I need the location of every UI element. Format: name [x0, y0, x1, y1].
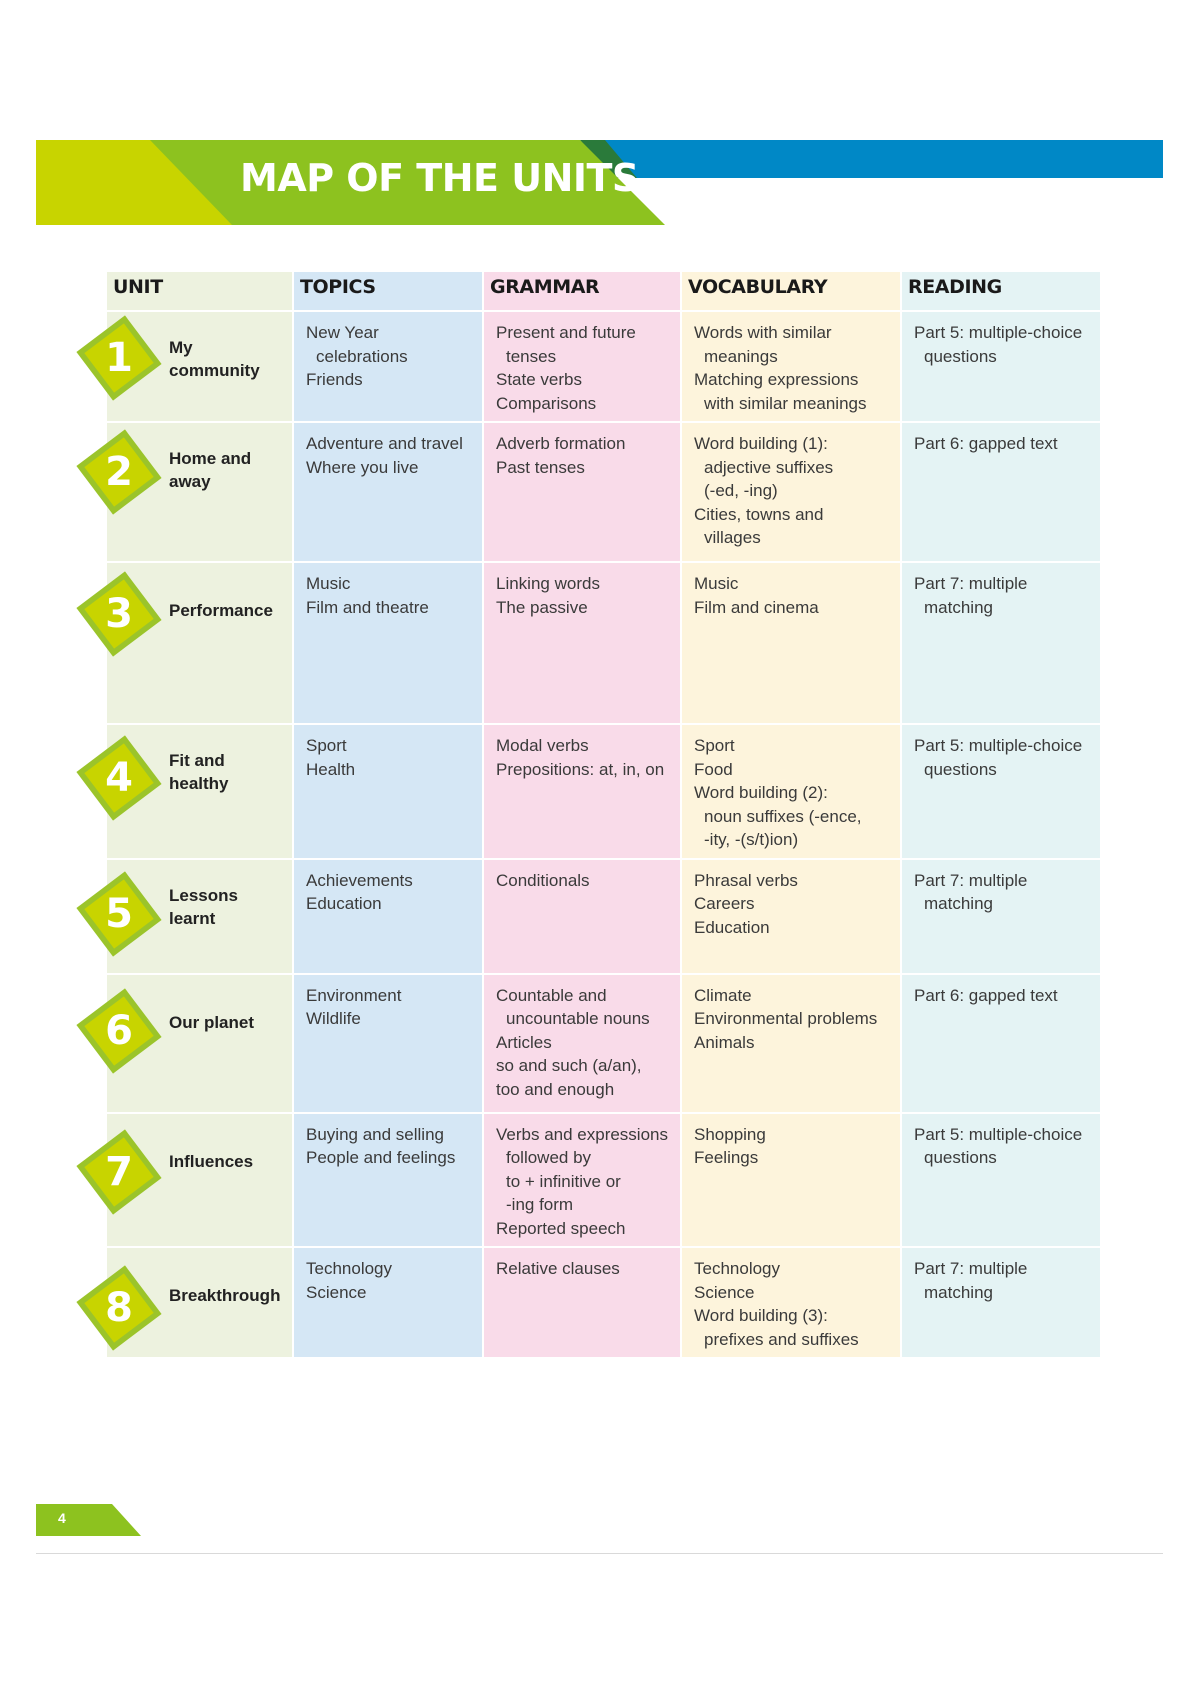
cell-line: matching — [924, 1282, 993, 1302]
banner-graphic — [0, 0, 1190, 240]
unit-name — [169, 884, 238, 930]
cell-line: matching — [924, 894, 993, 913]
unit-number: 8 — [105, 1285, 133, 1331]
grammar-cell — [483, 1113, 681, 1248]
unit-name-line: Performance — [169, 601, 273, 620]
topics-cell — [293, 974, 483, 1113]
cell-line: Adventure and travel — [306, 434, 463, 453]
cell-line: Achievements — [306, 870, 413, 890]
unit-row — [106, 859, 1101, 974]
unit-name — [169, 749, 229, 795]
header-banner — [0, 0, 1190, 240]
cell-line: adjective suffixes — [704, 457, 834, 477]
unit-name-line: learnt — [169, 908, 216, 928]
cell-line: People and feelings — [306, 1148, 456, 1167]
page-number: 4 — [58, 1510, 66, 1526]
cell-line: Prepositions: at, in, on — [496, 759, 665, 779]
cell-line: Film and theatre — [306, 597, 429, 617]
grammar-cell — [483, 859, 681, 974]
cell-line: Reported speech — [496, 1218, 626, 1238]
cell-line: Environment — [306, 985, 402, 1005]
units-body — [106, 311, 1101, 1358]
unit-number-badge — [74, 313, 164, 403]
unit-row — [106, 422, 1101, 562]
grammar-cell — [483, 1247, 681, 1358]
unit-row — [106, 562, 1101, 724]
cell-line: Careers — [694, 894, 755, 913]
cell-line: celebrations — [316, 346, 408, 366]
reading-cell — [901, 1247, 1101, 1358]
cell-line: Matching expressions — [694, 370, 859, 389]
cell-line: (-ed, -ing) — [704, 481, 778, 500]
cell-line: Buying and selling — [306, 1124, 444, 1144]
cell-line: Part 6: gapped text — [914, 434, 1058, 453]
cell-line: Word building (1): — [694, 434, 828, 453]
unit-number-badge — [74, 569, 164, 659]
cell-line: Shopping — [694, 1124, 766, 1144]
cell-line: matching — [924, 597, 993, 617]
footer-divider — [36, 1553, 1163, 1554]
cell-line: New Year — [306, 323, 379, 342]
cell-line: meanings — [704, 346, 778, 366]
unit-number-badge — [74, 986, 164, 1076]
cell-line: -ing form — [506, 1195, 574, 1214]
unit-number: 3 — [105, 591, 133, 637]
cell-line: Words with similar — [694, 323, 832, 342]
header-unit: UNIT — [106, 271, 293, 311]
unit-name — [169, 599, 273, 622]
reading-cell — [901, 859, 1101, 974]
unit-number: 4 — [105, 755, 133, 801]
cell-line: Relative clauses — [496, 1259, 620, 1278]
unit-name-line: My — [169, 338, 193, 357]
cell-line: noun suffixes (-ence, — [704, 806, 862, 826]
vocabulary-cell — [681, 1247, 901, 1358]
unit-name-line: away — [169, 472, 211, 491]
cell-line: Climate — [694, 985, 752, 1005]
cell-line: Countable and — [496, 985, 607, 1005]
cell-line: Adverb formation — [496, 434, 626, 453]
header-grammar: GRAMMAR — [483, 271, 681, 311]
cell-line: so and such (a/an), — [496, 1056, 642, 1075]
cell-line: Education — [694, 917, 770, 937]
reading-cell — [901, 422, 1101, 562]
cell-line: prefixes and suffixes — [704, 1329, 859, 1349]
unit-row — [106, 1247, 1101, 1358]
cell-line: Past tenses — [496, 457, 585, 477]
topics-cell — [293, 724, 483, 859]
cell-line: Feelings — [694, 1148, 759, 1167]
cell-line: Animals — [694, 1032, 755, 1052]
topics-cell — [293, 422, 483, 562]
grammar-cell — [483, 724, 681, 859]
cell-line: Part 5: multiple-choice — [914, 1124, 1083, 1144]
vocabulary-cell — [681, 1113, 901, 1248]
cell-line: Articles — [496, 1032, 552, 1052]
header-topics: TOPICS — [293, 271, 483, 311]
units-table — [105, 270, 1102, 1359]
page-title: MAP OF THE UNITS — [240, 156, 639, 200]
cell-line: Part 5: multiple-choice — [914, 323, 1083, 342]
reading-cell — [901, 562, 1101, 724]
unit-number: 5 — [105, 891, 133, 937]
cell-line: villages — [704, 528, 761, 547]
unit-name — [169, 447, 251, 493]
cell-line: Film and cinema — [694, 597, 819, 617]
vocabulary-cell — [681, 562, 901, 724]
reading-cell — [901, 1113, 1101, 1248]
reading-cell — [901, 974, 1101, 1113]
banner-blue-stripe — [582, 140, 1163, 178]
cell-line: The passive — [496, 597, 588, 617]
unit-name-line: Breakthrough — [169, 1286, 281, 1305]
grammar-cell — [483, 974, 681, 1113]
unit-number-badge — [74, 1127, 164, 1217]
cell-line: followed by — [506, 1148, 592, 1167]
cell-line: Verbs and expressions — [496, 1124, 668, 1144]
cell-line: Part 7: multiple — [914, 574, 1028, 593]
cell-line: Food — [694, 759, 733, 779]
unit-name-line: Lessons — [169, 885, 238, 905]
cell-line: Phrasal verbs — [694, 870, 798, 890]
unit-row — [106, 1113, 1101, 1248]
cell-line: uncountable nouns — [506, 1009, 650, 1028]
unit-name-line: Home and — [169, 449, 252, 468]
cell-line: Word building (3): — [694, 1306, 828, 1325]
cell-line: Friends — [306, 370, 363, 389]
unit-number: 1 — [105, 335, 133, 381]
grammar-cell — [483, 422, 681, 562]
topics-cell — [293, 1247, 483, 1358]
unit-name — [169, 1284, 280, 1307]
page-number-tab — [36, 1504, 146, 1536]
unit-number-badge — [74, 1263, 164, 1353]
unit-name — [169, 1150, 253, 1173]
cell-line: Cities, towns and — [694, 504, 824, 524]
unit-name — [169, 336, 260, 382]
topics-cell — [293, 859, 483, 974]
cell-line: Part 6: gapped text — [914, 985, 1058, 1005]
cell-line: Education — [306, 894, 382, 913]
unit-number: 2 — [105, 449, 133, 495]
cell-line: Sport — [306, 736, 347, 755]
cell-line: Music — [694, 574, 739, 593]
cell-line: Present and future — [496, 323, 636, 342]
cell-line: Comparisons — [496, 393, 597, 413]
unit-name-line: Our planet — [169, 1012, 255, 1032]
vocabulary-cell — [681, 422, 901, 562]
grammar-cell — [483, 311, 681, 422]
vocabulary-cell — [681, 311, 901, 422]
cell-line: to + infinitive or — [506, 1171, 621, 1191]
unit-row — [106, 311, 1101, 422]
cell-line: Modal verbs — [496, 736, 589, 755]
cell-line: Technology — [306, 1259, 393, 1278]
unit-row — [106, 724, 1101, 859]
cell-line: Part 5: multiple-choice — [914, 736, 1083, 755]
vocabulary-cell — [681, 859, 901, 974]
cell-line: Science — [306, 1282, 367, 1302]
unit-number: 7 — [105, 1149, 133, 1195]
cell-line: Wildlife — [306, 1009, 361, 1028]
cell-line: Word building (2): — [694, 783, 828, 802]
unit-name-line: healthy — [169, 774, 229, 793]
unit-row — [106, 974, 1101, 1113]
cell-line: Part 7: multiple — [914, 870, 1028, 890]
cell-line: Part 7: multiple — [914, 1259, 1028, 1278]
cell-line: Music — [306, 574, 351, 593]
cell-line: questions — [924, 1148, 997, 1167]
unit-number-badge — [74, 427, 164, 517]
unit-name-line: Influences — [169, 1151, 254, 1171]
topics-cell — [293, 1113, 483, 1248]
unit-number-badge — [74, 869, 164, 959]
cell-line: tenses — [506, 346, 557, 366]
vocabulary-cell — [681, 974, 901, 1113]
unit-name — [169, 1011, 254, 1034]
cell-line: too and enough — [496, 1079, 615, 1099]
unit-number-badge — [74, 733, 164, 823]
cell-line: State verbs — [496, 370, 582, 389]
topics-cell — [293, 562, 483, 724]
cell-line: Environmental problems — [694, 1009, 878, 1028]
unit-name-line: Fit and — [169, 751, 225, 770]
cell-line: Technology — [694, 1259, 781, 1278]
grammar-cell — [483, 562, 681, 724]
unit-name-line: community — [169, 361, 260, 380]
header-vocabulary: VOCABULARY — [681, 271, 901, 311]
cell-line: Health — [306, 759, 356, 779]
cell-line: questions — [924, 346, 997, 366]
header-row — [106, 271, 1101, 311]
cell-line: questions — [924, 759, 997, 779]
cell-line: Conditionals — [496, 870, 590, 890]
topics-cell — [293, 311, 483, 422]
reading-cell — [901, 724, 1101, 859]
cell-line: -ity, -(s/t)ion) — [704, 830, 799, 849]
cell-line: Science — [694, 1282, 755, 1302]
unit-number: 6 — [105, 1008, 133, 1054]
cell-line: Linking words — [496, 574, 600, 593]
cell-line: Where you live — [306, 457, 419, 477]
reading-cell — [901, 311, 1101, 422]
header-reading: READING — [901, 271, 1101, 311]
vocabulary-cell — [681, 724, 901, 859]
cell-line: Sport — [694, 736, 735, 755]
cell-line: with similar meanings — [704, 393, 867, 413]
